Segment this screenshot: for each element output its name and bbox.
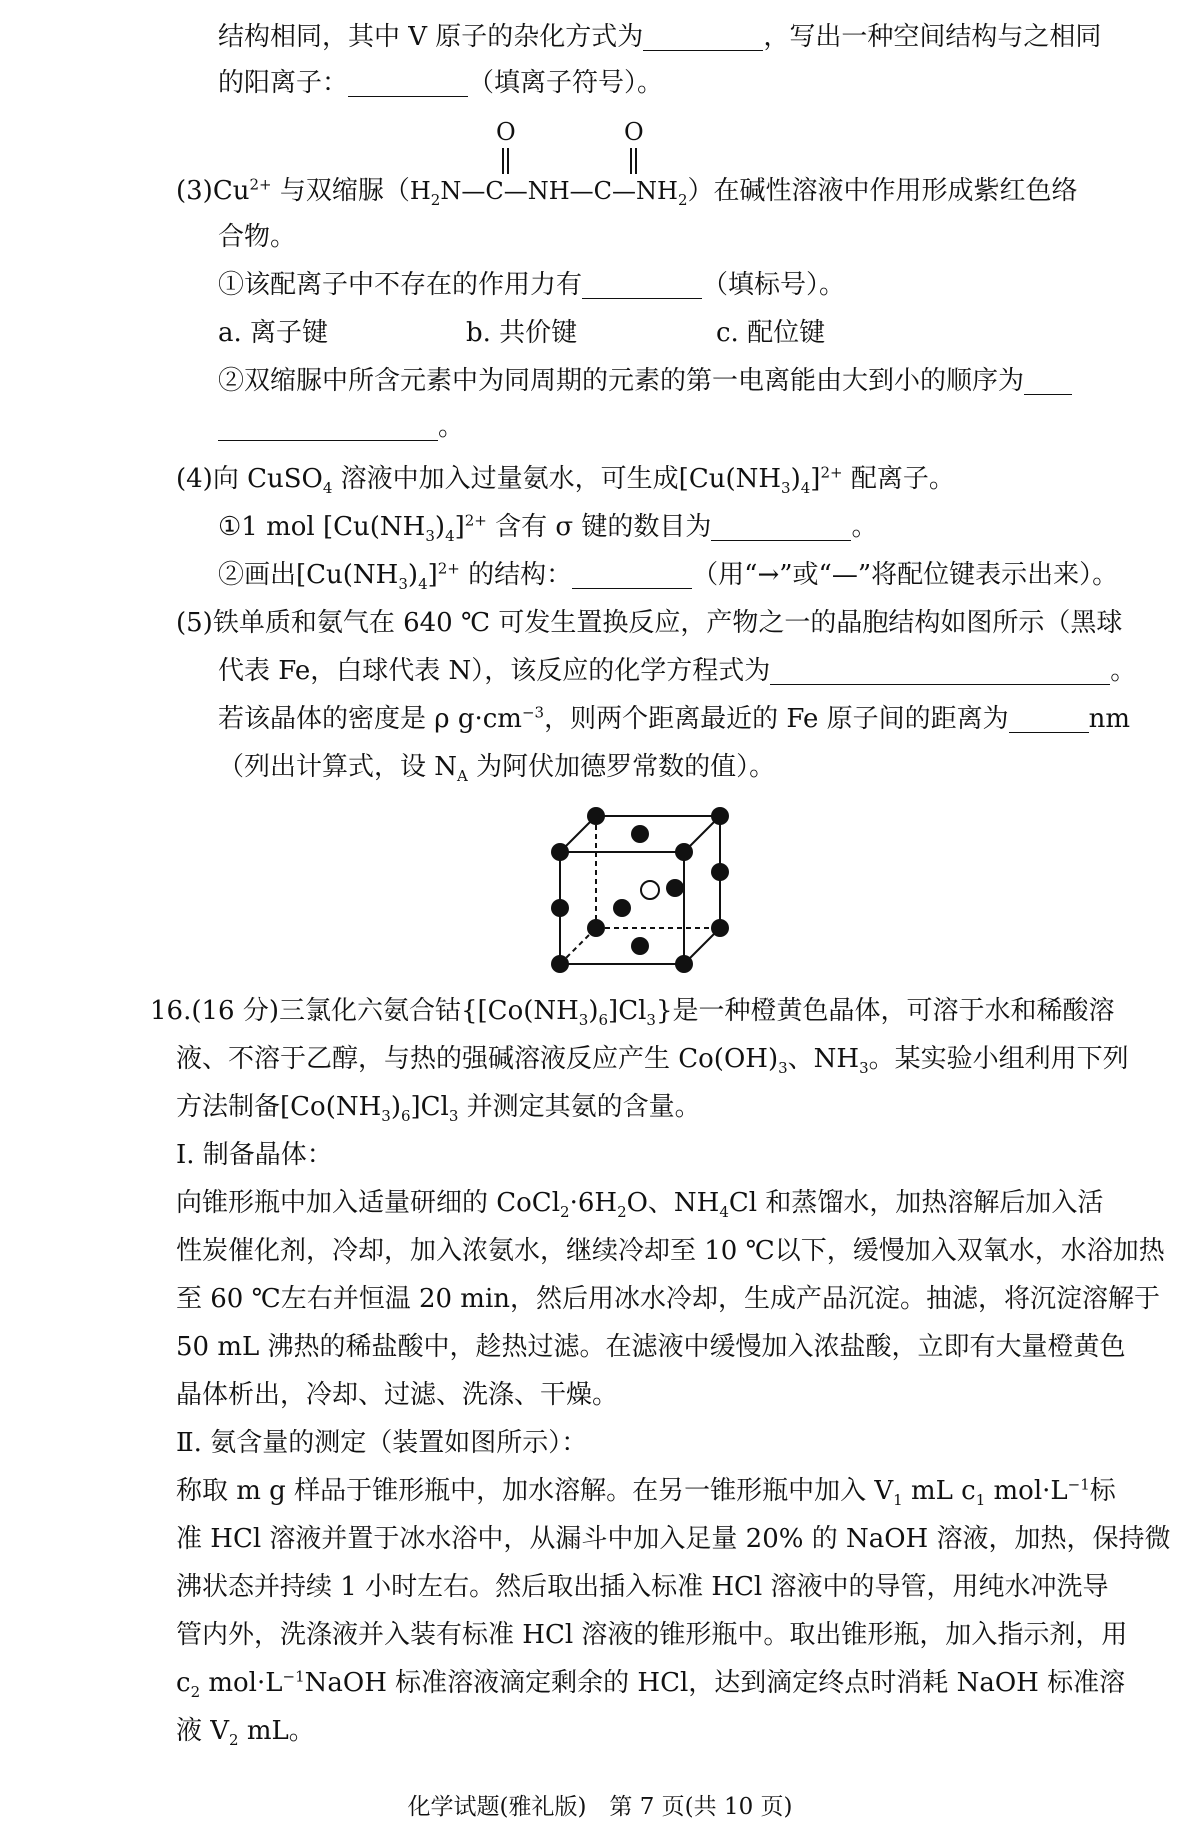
text-line: 若该晶体的密度是 ρ $g\cdot cm^{-3}$，则两个距离最近的 Fe 原子间的距离为 nm — [218, 703, 1131, 734]
text: 的阳离子： — [218, 68, 349, 98]
text-line — [218, 410, 464, 444]
carbonyl-oxygen-1: O — [496, 118, 516, 146]
fe-atom — [551, 843, 569, 861]
text: ①该配离子中不存在的作用力有 — [218, 270, 583, 300]
text: (3)Cu — [176, 176, 250, 206]
fe-atom — [666, 879, 684, 897]
text-line: ①1 mol $[Cu(NH_3)_4]^{2+}$ 含有 σ 键的数目为 。 — [218, 511, 878, 546]
answer-blank[interactable] — [711, 514, 851, 541]
answer-blank[interactable] — [572, 562, 692, 589]
fe-atom — [631, 937, 649, 955]
text-line: 称取 m g 样品于锥形瓶中，加水溶解。在另一锥形瓶中加入 $V_1$ mL $c_1$ $mol\cdot L^{-1}$标 — [176, 1475, 1116, 1510]
superscript: 2+ — [249, 175, 272, 194]
double-bond-1 — [502, 148, 504, 174]
answer-blank[interactable] — [1024, 368, 1072, 395]
carbonyl-oxygen-2: O — [624, 118, 644, 146]
text-line: 管内外，洗涤液并入装有标准 HCl 溶液的锥形瓶中。取出锥形瓶，加入指示剂，用 — [176, 1620, 1128, 1650]
text: ，写出一种空间结构与之相同 — [763, 22, 1102, 52]
section-heading: Ⅰ. 制备晶体： — [176, 1140, 333, 1170]
fe-atom — [613, 899, 631, 917]
text-line: 代表 Fe，白球代表 N），该反应的化学方程式为 。 — [218, 656, 1137, 686]
text-line: 合物。 — [218, 222, 297, 252]
fe-atom — [711, 919, 729, 937]
option-c: c. 配位键 — [716, 318, 826, 348]
answer-blank[interactable] — [218, 414, 438, 441]
text-line: 液 $V_2$ mL。 — [176, 1716, 315, 1750]
page-footer: 化学试题(雅礼版) 第 7 页(共 10 页) — [407, 1794, 793, 1820]
option-b: b. 共价键 — [466, 318, 578, 348]
text-line — [218, 66, 663, 100]
section-heading: Ⅱ. 氨含量的测定（装置如图所示）： — [176, 1428, 588, 1458]
text-line — [218, 268, 845, 302]
biuret-structure: $H_2N—C—NH—C—NH_2$ — [409, 177, 688, 209]
text: 。 — [438, 412, 465, 442]
text-line: 准 HCl 溶液并置于冰水浴中，从漏斗中加入足量 20% 的 NaOH 溶液，加热，保持微 — [176, 1524, 1171, 1554]
text-line: (4)向 CuSO$_4$ 溶液中加入过量氨水，可生成$[Cu(NH_3)_4]^{2+}$ 配离子。 — [176, 463, 955, 498]
fe-atom — [675, 843, 693, 861]
text-line: 方法制备$[Co(NH_3)_6]Cl_3$ 并测定其氨的含量。 — [176, 1092, 701, 1126]
text-line: 50 mL 沸热的稀盐酸中，趁热过滤。在滤液中缓慢加入浓盐酸，立即有大量橙黄色 — [176, 1332, 1126, 1362]
text-line: 液、不溶于乙醇，与热的强碱溶液反应产生 $Co(OH)_3$、$NH_3$。某实验小组利用下列 — [176, 1044, 1129, 1078]
fe-atom — [587, 807, 605, 825]
text-line: 性炭催化剂，冷却，加入浓氨水，继续冷却至 10 ℃以下，缓慢加入双氧水，水浴加热 — [176, 1236, 1165, 1266]
text-line: （列出计算式，设 $N_A$ 为阿伏加德罗常数的值）。 — [218, 752, 776, 786]
text-line: 晶体析出，冷却、过滤、洗涤、干燥。 — [176, 1380, 619, 1410]
fe-atom — [711, 807, 729, 825]
fe-atom — [551, 899, 569, 917]
text-line — [218, 364, 1072, 398]
text-line: $c_2$ $mol\cdot L^{-1}NaOH$ 标准溶液滴定剩余的 HCl，达到滴定终点时消耗 NaOH 标准溶 — [176, 1667, 1126, 1702]
text-line: 至 60 ℃左右并恒温 20 min，然后用冰水冷却，生成产品沉淀。抽滤，将沉淀溶解于 — [176, 1284, 1161, 1314]
fe-atom — [675, 955, 693, 973]
text: （填标号）。 — [702, 270, 846, 300]
text-line: ②画出$[Cu(NH_3)_4]^{2+}$ 的结构： （用“→”或“—”将配位键表示出来）。 — [218, 559, 1119, 594]
answer-blank[interactable] — [643, 24, 763, 51]
text-line — [218, 20, 1101, 54]
text-line: 向锥形瓶中加入适量研细的 $CoCl_2\cdot 6H_2O$、$NH_4Cl$ 和蒸馏水，加热溶解后加入活 — [176, 1188, 1104, 1222]
option-a: a. 离子键 — [218, 318, 329, 348]
text: ②双缩脲中所含元素中为同周期的元素的第一电离能由大到小的顺序为 — [218, 366, 1025, 396]
answer-blank[interactable] — [1009, 706, 1089, 733]
answer-blank[interactable] — [582, 272, 702, 299]
answer-blank[interactable] — [348, 70, 468, 97]
fe-atom — [711, 863, 729, 881]
text: ）在碱性溶液中作用形成紫红色络 — [687, 176, 1078, 206]
fe-atom — [631, 825, 649, 843]
text: （填离子符号）。 — [468, 68, 664, 98]
fe-atom — [587, 919, 605, 937]
text-line — [176, 174, 1078, 208]
text: 与双缩脲（ — [271, 176, 410, 206]
text-line: 沸状态并持续 1 小时左右。然后取出插入标准 HCl 溶液中的导管，用纯水冲洗导 — [176, 1572, 1109, 1602]
fe-atom — [551, 955, 569, 973]
crystal-cell-diagram — [540, 800, 760, 980]
n-atom — [641, 881, 659, 899]
text-line: 16.(16 分)三氯化六氨合钴$\{[Co(NH_3)_6]Cl_3\}$是一种橙黄色晶体，可溶于水和稀酸溶 — [150, 996, 1115, 1030]
double-bond-2 — [630, 148, 632, 174]
text-line: (5)铁单质和氨气在 640 ℃ 可发生置换反应，产物之一的晶胞结构如图所示（黑球 — [176, 608, 1123, 638]
text: 结构相同，其中 V 原子的杂化方式为 — [218, 22, 644, 52]
answer-blank[interactable] — [770, 658, 1110, 685]
